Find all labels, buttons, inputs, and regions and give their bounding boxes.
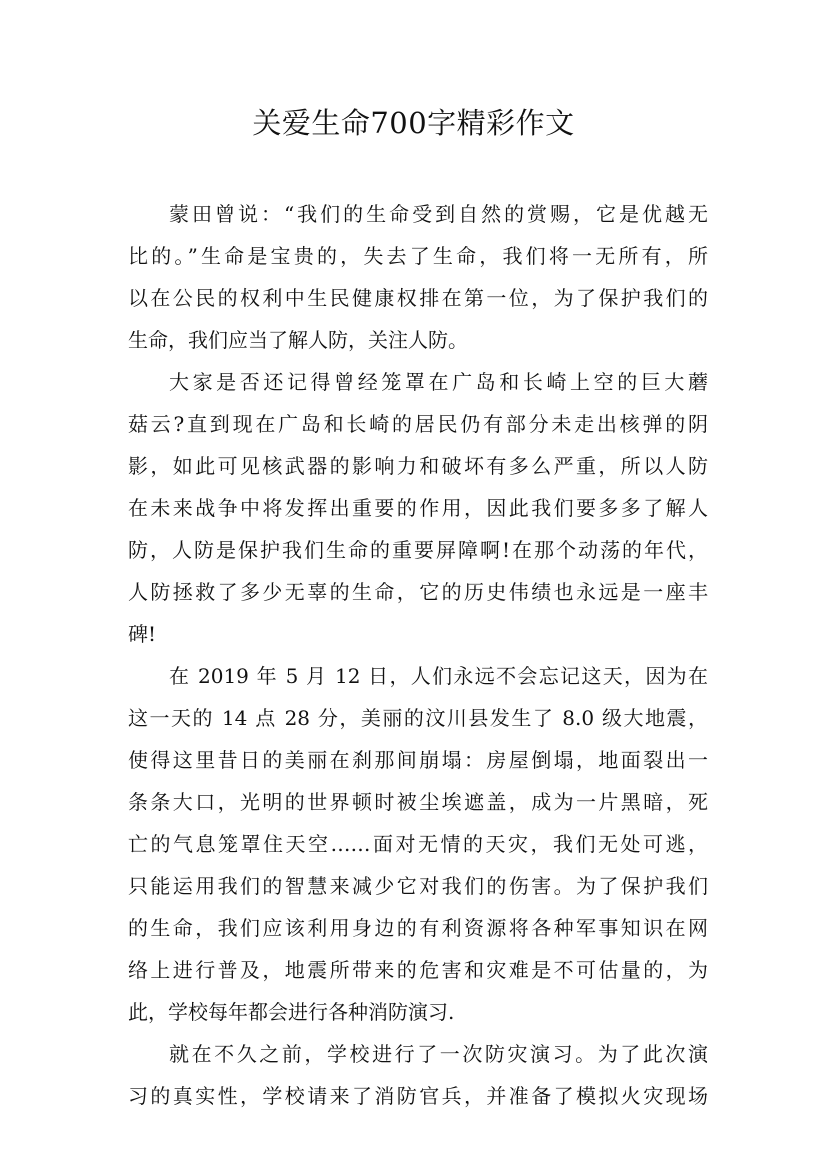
body-line: 防，人防是保护我们生命的重要屏障啊!在那个动荡的年代，	[128, 538, 708, 562]
body-line: 只能运用我们的智慧来减少它对我们的伤害。为了保护我们	[128, 874, 708, 898]
body-line: 碑!	[128, 622, 157, 646]
body-line: 在未来战争中将发挥出重要的作用，因此我们要多多了解人	[128, 496, 708, 520]
body-line: 蒙田曾说：“我们的生命受到自然的赏赐，它是优越无	[169, 202, 708, 226]
body-line: 比的。”生命是宝贵的，失去了生命，我们将一无所有，所	[128, 244, 708, 268]
body-line: 络上进行普及，地震所带来的危害和灾难是不可估量的，为	[128, 958, 708, 982]
document-body	[128, 193, 708, 1117]
body-line: 使得这里昔日的美丽在刹那间崩塌：房屋倒塌，地面裂出一	[128, 748, 708, 772]
body-line: 在 2019 年 5 月 12 日，人们永远不会忘记这天，因为在	[169, 664, 708, 688]
body-line: 生命，我们应当了解人防，关注人防。	[128, 328, 468, 352]
body-line: 这一天的 14 点 28 分，美丽的汶川县发生了 8.0 级大地震，	[128, 706, 708, 730]
body-line: 人防拯救了多少无辜的生命，它的历史伟绩也永远是一座丰	[128, 580, 708, 604]
body-line: 习的真实性，学校请来了消防官兵，并准备了模拟火灾现场	[128, 1084, 708, 1108]
body-line: 亡的气息笼罩住天空……面对无情的天灾，我们无处可逃，	[128, 832, 708, 856]
document-title: 关爱生命700字精彩作文	[252, 106, 575, 140]
body-line: 就在不久之前，学校进行了一次防灾演习。为了此次演	[169, 1042, 708, 1066]
body-line: 菇云?直到现在广岛和长崎的居民仍有部分未走出核弹的阴	[128, 412, 708, 436]
body-line: 此，学校每年都会进行各种消防演习.	[128, 1000, 455, 1024]
body-line: 以在公民的权利中生民健康权排在第一位，为了保护我们的	[128, 286, 708, 310]
body-line: 的生命，我们应该利用身边的有利资源将各种军事知识在网	[128, 916, 708, 940]
body-line: 影，如此可见核武器的影响力和破坏有多么严重，所以人防	[128, 454, 708, 478]
body-line: 大家是否还记得曾经笼罩在广岛和长崎上空的巨大蘑	[169, 370, 708, 394]
body-line: 条条大口，光明的世界顿时被尘埃遮盖，成为一片黑暗，死	[128, 790, 708, 814]
